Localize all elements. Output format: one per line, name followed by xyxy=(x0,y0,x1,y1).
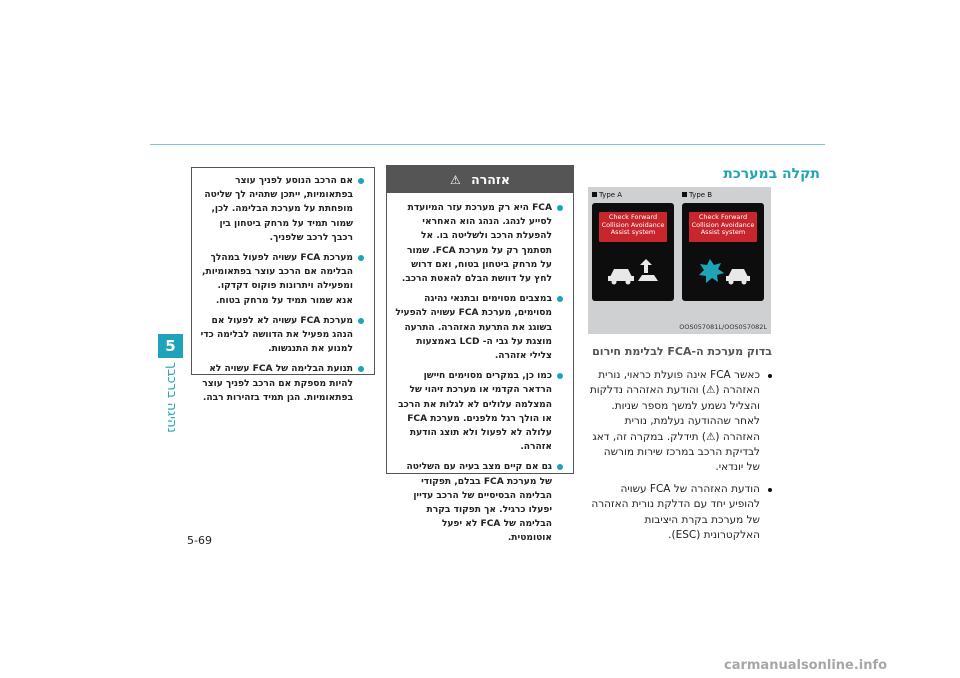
notes-list xyxy=(192,168,374,405)
cluster-figure xyxy=(588,187,771,334)
cluster-screen-a xyxy=(592,203,674,301)
page-number: 5-69 xyxy=(187,534,212,547)
list-item: גם אם קיים מצב בעיה עם השליטה של מערכת FCA בבלם, תפקודי הבלימה הבסיסיים של הרכב עדיין יפעלו כרגיל. אך תפקוד בקרת הבלימה של FCA לא יפעל אוטומטית. xyxy=(395,460,563,545)
malfunction-list xyxy=(588,368,772,549)
list-item: מערכת FCA עשויה לפעול במהלך הבלימה אם הרכב עוצר בפתאומיות, ומפעילה ויתרונות פוקוס דקדקו. אנא שמור תמיד על מרחק בטוח. xyxy=(200,251,364,308)
notes-box xyxy=(191,167,375,403)
type-a-label: Type A xyxy=(592,191,622,199)
warning-message-b: Check Forward Collision Avoidance Assist system xyxy=(689,212,757,242)
warning-list xyxy=(387,193,573,546)
figure-code: OOS057081L/OOS057082L xyxy=(679,323,767,331)
list-item: FCA היא רק מערכת עזר המיועדת לסייע לנהג. הנהג הוא האחראי להפעלת הרכב ולשליטה בו. אל תסתמך רק על מערכת FCA. שמור על מרחק ביטחון בטוח, ואם דרוש לחץ על דוושת הבלם להאטת הרכב. xyxy=(395,201,563,286)
list-item: הודעת האזהרה של FCA עשויה להופיע יחד עם הדלקת נורית האזהרה של מערכת בקרת היציבות האלקטרונית (ESC). xyxy=(588,482,772,544)
top-divider xyxy=(150,144,825,145)
warning-triangle-icon: ⚠ xyxy=(450,173,461,187)
warning-box xyxy=(386,165,574,544)
list-item: אם הרכב הנוסע לפניך עוצר בפתאומיות, ייתכן שתהיה לך שליטה מופחתת על מערכת הבלימה. לכן, שמור תמיד על מרחק ביטחון בין רכבך לרכב שלפניך. xyxy=(200,174,364,245)
collision-car-icon xyxy=(600,255,666,285)
warning-title: אזהרה xyxy=(471,172,510,187)
watermark: carmanualsonline.info xyxy=(724,658,888,673)
list-item: כמו כן, במקרים מסוימים חיישן הרדאר הקדמי או מערכת זיהוי של המצלמה עלולים לא לגלות את הרכב או הולך רגל מלפנים. מערכת FCA עלולה לא לפעול ולא תוצג הודעת אזהרה. xyxy=(395,369,563,454)
type-b-label: Type B xyxy=(682,191,712,199)
warning-header xyxy=(387,166,573,193)
collision-warning-icon xyxy=(690,255,756,285)
list-item: מערכת FCA עשויה לא לפעול אם הנהג מפעיל את הדוושה לבלימה כדי למנוע את התנגשות. xyxy=(200,314,364,357)
cluster-screen-b xyxy=(682,203,764,301)
list-item: כאשר FCA אינה פועלת כראוי, נורית האזהרה (⚠) והודעת האזהרה נדלקות והצליל נשמע למשך מספר שניות. לאחר שההודעה נעלמת, נורית האזהרה (⚠) תידלק. במקרה זה, דאג לבדיקת הרכב במרכז שירות מורשה של יונדאי. xyxy=(588,368,772,476)
list-item: תנועת הבלימה של FCA עשויה לא להיות מספקת אם הרכב לפניך עוצר בפתאומיות. הגן תמיד בזהירות רבה. xyxy=(200,362,364,405)
chapter-label: נהיגה ברכבך xyxy=(164,362,179,433)
chapter-number-tab: 5 xyxy=(158,334,183,358)
list-item: במצבים מסוימים ובתנאי נהיגה מסוימים, מערכת FCA עשויה להפעיל בשוגג את התרעת האזהרה. התרעה מוצגת על גבי ה- LCD באמצעות צלילי אזהרה. xyxy=(395,292,563,363)
section-subtitle: בדוק מערכת ה-FCA לבלימת חירום xyxy=(592,345,772,358)
section-title: תקלה במערכת xyxy=(723,166,820,182)
warning-message-a: Check Forward Collision Avoidance Assist system xyxy=(599,212,667,242)
